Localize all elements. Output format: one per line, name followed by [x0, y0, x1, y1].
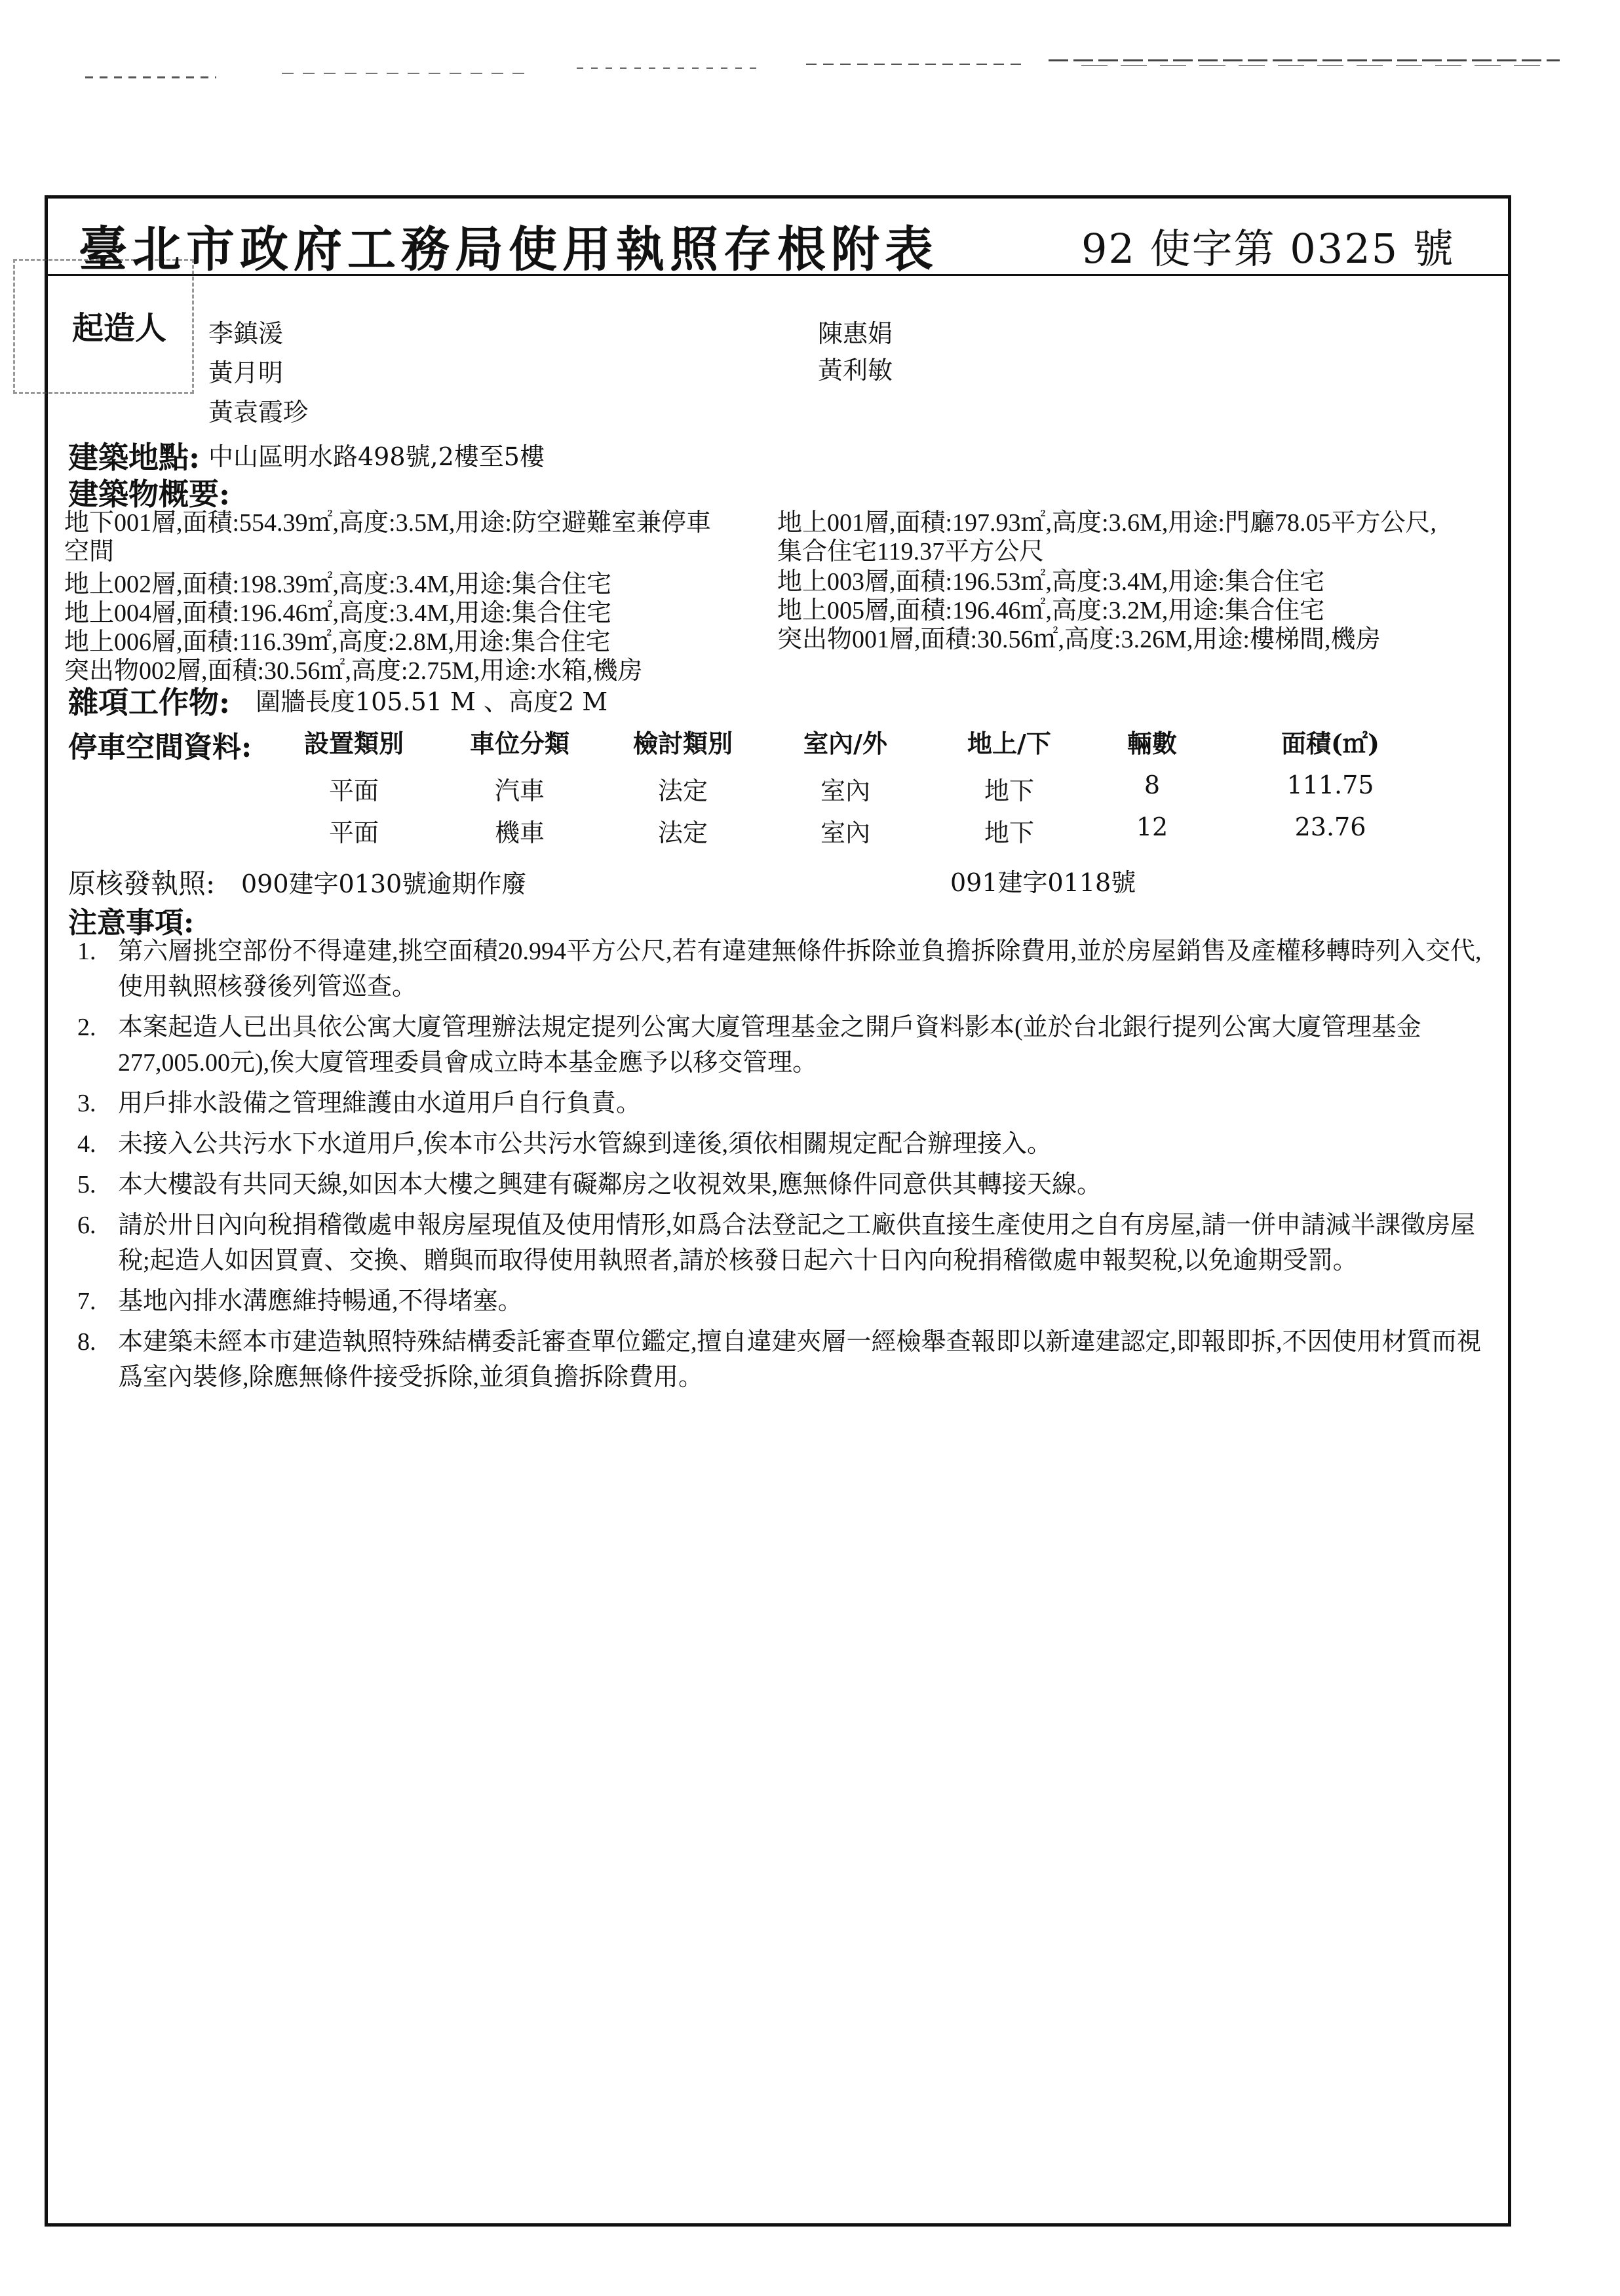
floor-info: 地上006層,面積:116.39㎡,高度:2.8M,用途:集合住宅 [64, 628, 611, 656]
note-number: 4. [77, 1130, 96, 1158]
parking-cell: 平面 [328, 776, 379, 805]
floor-info: 空間 [64, 538, 115, 565]
applicant-name: 黃月明 [208, 358, 284, 387]
parking-cell: 法定 [657, 818, 708, 847]
note-text: 基地內排水溝應維持暢通,不得堵塞。 [118, 1288, 523, 1315]
parking-cell: 室內 [820, 776, 871, 805]
floor-info: 集合住宅119.37平方公尺 [777, 538, 1045, 565]
scan-noise [0, 0, 1620, 85]
note-number: 8. [77, 1328, 96, 1356]
parking-cell: 23.76 [1294, 813, 1366, 841]
note-item [77, 1086, 1486, 1121]
site-address: 中山區明水路498號,2樓至5樓 [208, 442, 545, 471]
note-number: 1. [77, 938, 96, 965]
note-text: 請於卅日內向稅捐稽徵處申報房屋現值及使用情形,如爲合法登記之工廠供直接生產使用之自有房屋,請一併申請減半課徵房屋稅;起造人如因買賣、交換、贈與而取得使用執照者,請於核發日起六十日內向稅捐稽徵處申報契稅,以免逾期受罰。 [118, 1212, 1476, 1274]
parking-cell: 平面 [328, 818, 379, 847]
floor-info: 地上004層,面積:196.46㎡,高度:3.4M,用途:集合住宅 [64, 600, 611, 627]
parking-header: 檢討類別 [632, 729, 733, 758]
note-item [77, 1284, 1486, 1319]
parking-cell: 8 [1144, 771, 1161, 799]
misc-works-value: 圍牆長度105.51 M 、高度2 M [256, 687, 608, 716]
applicant-name: 陳惠娟 [818, 319, 893, 348]
note-text: 本建築未經本市建造執照特殊結構委託審查單位鑑定,擅自違建夾層一經檢舉查報即以新違建認定,即報即拆,不因使用材質而視爲室內裝修,除應無條件接受拆除,並須負擔拆除費用。 [118, 1328, 1482, 1391]
applicant-name: 黃利敏 [818, 356, 893, 385]
note-item [77, 1010, 1486, 1081]
parking-header: 面積(㎡) [1281, 729, 1379, 758]
original-permit-label: 原核發執照: [68, 868, 216, 900]
note-number: 5. [77, 1171, 96, 1198]
parking-cell: 汽車 [494, 776, 545, 805]
parking-cell: 地下 [984, 776, 1035, 805]
floor-info: 突出物001層,面積:30.56㎡,高度:3.26M,用途:樓梯間,機房 [777, 626, 1381, 653]
applicant-name: 黃袁霞珍 [208, 398, 309, 427]
parking-header: 室內/外 [803, 729, 887, 758]
note-item [77, 1208, 1486, 1278]
note-text: 第六層挑空部份不得違建,挑空面積20.994平方公尺,若有違建無條件拆除並負擔拆除費用,並於房屋銷售及產權移轉時列入交代,使用執照核發後列管巡查。 [118, 938, 1482, 1001]
parking-header: 車位分類 [469, 729, 570, 758]
floor-info: 地上003層,面積:196.53㎡,高度:3.4M,用途:集合住宅 [777, 568, 1324, 596]
floor-info: 突出物002層,面積:30.56㎡,高度:2.75M,用途:水箱,機房 [64, 657, 643, 685]
parking-header: 設置類別 [303, 729, 404, 758]
notes-label: 注意事項: [68, 906, 195, 940]
note-number: 6. [77, 1212, 96, 1239]
notes-list [77, 934, 1486, 1400]
note-number: 7. [77, 1288, 96, 1315]
misc-works-label: 雜項工作物: [68, 685, 230, 720]
parking-cell: 111.75 [1286, 771, 1374, 799]
applicant-name: 李鎮湲 [208, 319, 284, 348]
parking-cell: 12 [1136, 813, 1168, 841]
parking-header: 輛數 [1127, 729, 1178, 758]
floor-info: 地上001層,面積:197.93㎡,高度:3.6M,用途:門廳78.05平方公尺, [777, 509, 1437, 537]
original-permit-value-2: 091建字0118號 [950, 868, 1136, 897]
note-number: 3. [77, 1090, 96, 1117]
site-label: 建築地點: [68, 440, 200, 475]
applicant-label: 起造人 [72, 310, 167, 347]
document-title: 臺北市政府工務局使用執照存根附表 [79, 221, 938, 278]
parking-cell: 法定 [657, 776, 708, 805]
original-permit-value: 090建字0130號逾期作廢 [241, 870, 527, 898]
parking-cell: 室內 [820, 818, 871, 847]
note-item [77, 934, 1486, 1004]
overview-label: 建築物概要: [68, 476, 230, 512]
parking-cell: 機車 [494, 818, 545, 847]
note-item [77, 1324, 1486, 1395]
floor-info: 地上005層,面積:196.46㎡,高度:3.2M,用途:集合住宅 [777, 597, 1324, 624]
note-text: 本大樓設有共同天線,如因本大樓之興建有礙鄰房之收視效果,應無條件同意供其轉接天線。 [118, 1171, 1102, 1198]
note-number: 2. [77, 1014, 96, 1041]
parking-cell: 地下 [984, 818, 1035, 847]
note-item [77, 1167, 1486, 1202]
note-text: 未接入公共污水下水道用戶,俟本市公共污水管線到達後,須依相關規定配合辦理接入。 [118, 1130, 1052, 1158]
parking-label: 停車空間資料: [68, 731, 252, 764]
note-item [77, 1126, 1486, 1162]
parking-header: 地上/下 [967, 729, 1051, 758]
floor-info: 地下001層,面積:554.39㎡,高度:3.5M,用途:防空避難室兼停車 [64, 509, 711, 537]
note-text: 用戶排水設備之管理維護由水道用戶自行負責。 [118, 1090, 642, 1117]
floor-info: 地上002層,面積:198.39㎡,高度:3.4M,用途:集合住宅 [64, 571, 611, 598]
note-text: 本案起造人已出具依公寓大廈管理辦法規定提列公寓大廈管理基金之開戶資料影本(並於台北銀行提列公寓大廈管理基金277,005.00元),俟大廈管理委員會成立時本基金應予以移交管理。 [118, 1014, 1421, 1077]
permit-number: 92 使字第 0325 號 [1081, 225, 1455, 273]
